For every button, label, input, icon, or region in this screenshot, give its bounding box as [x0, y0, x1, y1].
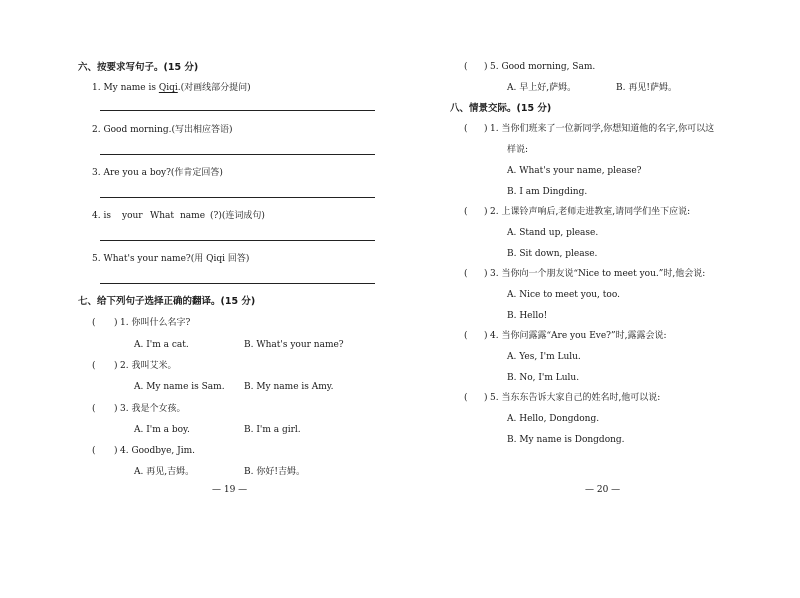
s6-q4-w5: (?)(连词成句): [210, 211, 265, 221]
s8-item5-option-a: A. Hello, Dongdong.: [507, 414, 600, 424]
s7-item3-question: 3. 我是个女孩。: [120, 404, 186, 414]
answer-line-2[interactable]: [100, 154, 375, 155]
page-number-20: — 20 —: [585, 485, 621, 495]
s8-item3-option-a: A. Nice to meet you, too.: [507, 290, 620, 300]
s6-q4-w4: name: [180, 211, 206, 221]
s7-item3-option-b: B. I'm a girl.: [244, 425, 301, 435]
s7-item1-option-a: A. I'm a cat.: [134, 340, 189, 350]
s8-item1-bracket-close: ): [484, 124, 488, 134]
s7-item4-bracket-close: ): [114, 446, 118, 456]
s6-q4-w1: 4. is: [92, 211, 111, 221]
s6-q4-w2: your: [122, 211, 143, 221]
s7-item2-bracket-open[interactable]: (: [92, 361, 96, 371]
s7-item2-question: 2. 我叫艾米。: [120, 361, 177, 371]
s7-item4-option-b: B. 你好!吉姆。: [244, 467, 305, 477]
s7-item1-bracket-open[interactable]: (: [92, 318, 96, 328]
s8-item3-bracket-open[interactable]: (: [464, 269, 468, 279]
section-6-title: 六、按要求写句子。(15 分): [78, 62, 199, 73]
s8-item4-question: 4. 当你问露露“Are you Eve?”时,露露会说:: [490, 331, 667, 341]
s8-item2-bracket-close: ): [484, 207, 488, 217]
top-item-option-b: B. 再见!萨姆。: [616, 83, 677, 93]
s8-item5-bracket-close: ): [484, 393, 488, 403]
answer-line-1[interactable]: [100, 110, 375, 111]
s7-item2-option-b: B. My name is Amy.: [244, 382, 334, 392]
s8-item3-bracket-close: ): [484, 269, 488, 279]
s7-item3-bracket-close: ): [114, 404, 118, 414]
s7-item3-option-a: A. I'm a boy.: [134, 425, 190, 435]
s8-item5-question: 5. 当东东告诉大家自己的姓名时,他可以说:: [490, 393, 661, 403]
s8-item5-option-b: B. My name is Dongdong.: [507, 435, 625, 445]
s8-item2-question: 2. 上课铃声响后,老师走进教室,请同学们坐下应说:: [490, 207, 691, 217]
s6-q2: 2. Good morning.(写出相应答语): [92, 125, 233, 135]
right-page: [400, 0, 800, 598]
s8-item2-option-a: A. Stand up, please.: [507, 228, 599, 238]
s8-item1-option-b: B. I am Dingding.: [507, 187, 588, 197]
s6-q5: 5. What's your name?(用 Qiqi 回答): [92, 254, 250, 264]
answer-line-4[interactable]: [100, 240, 375, 241]
s7-item1-question: 1. 你叫什么名字?: [120, 318, 191, 328]
s7-item4-question: 4. Goodbye, Jim.: [120, 446, 196, 456]
s7-item1-bracket-close: ): [114, 318, 118, 328]
s8-item3-question: 3. 当你向一个朋友说“Nice to meet you.”时,他会说:: [490, 269, 706, 279]
s6-q4: [92, 211, 265, 222]
s6-q1: [92, 83, 251, 94]
s8-item3-option-b: B. Hello!: [507, 311, 548, 321]
top-item-question: 5. Good morning, Sam.: [490, 62, 596, 72]
s8-item2-option-b: B. Sit down, please.: [507, 249, 598, 259]
answer-line-3[interactable]: [100, 197, 375, 198]
s7-item2-bracket-close: ): [114, 361, 118, 371]
s6-q1-prefix: 1. My name is: [92, 83, 159, 93]
s8-item4-bracket-close: ): [484, 331, 488, 341]
s8-item5-bracket-open[interactable]: (: [464, 393, 468, 403]
top-item-bracket-open[interactable]: (: [464, 62, 468, 72]
s7-item3-bracket-open[interactable]: (: [92, 404, 96, 414]
s8-item1-option-a: A. What's your name, please?: [507, 166, 642, 176]
s8-item4-option-b: B. No, I'm Lulu.: [507, 373, 580, 383]
s8-item2-bracket-open[interactable]: (: [464, 207, 468, 217]
s8-item1-question: 1. 当你们班来了一位新同学,你想知道他的名字,你可以这: [490, 124, 715, 134]
s6-q3: 3. Are you a boy?(作肯定回答): [92, 168, 223, 178]
s8-item1-bracket-open[interactable]: (: [464, 124, 468, 134]
s6-q4-w3: What: [150, 211, 175, 221]
s8-item4-option-a: A. Yes, I'm Lulu.: [507, 352, 581, 362]
s7-item4-option-a: A. 再见,吉姆。: [134, 467, 195, 477]
s6-q1-suffix: .(对画线部分提问): [177, 83, 251, 93]
page-number-19: — 19 —: [212, 485, 248, 495]
s8-item1-question-cont: 样说:: [507, 145, 529, 155]
s7-item1-option-b: B. What's your name?: [244, 340, 344, 350]
s7-item4-bracket-open[interactable]: (: [92, 446, 96, 456]
s8-item4-bracket-open[interactable]: (: [464, 331, 468, 341]
top-item-bracket-close: ): [484, 62, 488, 72]
section-8-title: 八、情景交际。(15 分): [450, 103, 552, 114]
s6-q1-underlined: Qiqi: [158, 83, 178, 93]
top-item-option-a: A. 早上好,萨姆。: [507, 83, 577, 93]
section-7-title: 七、给下列句子选择正确的翻译。(15 分): [78, 296, 256, 307]
answer-line-5[interactable]: [100, 283, 375, 284]
s7-item2-option-a: A. My name is Sam.: [134, 382, 225, 392]
